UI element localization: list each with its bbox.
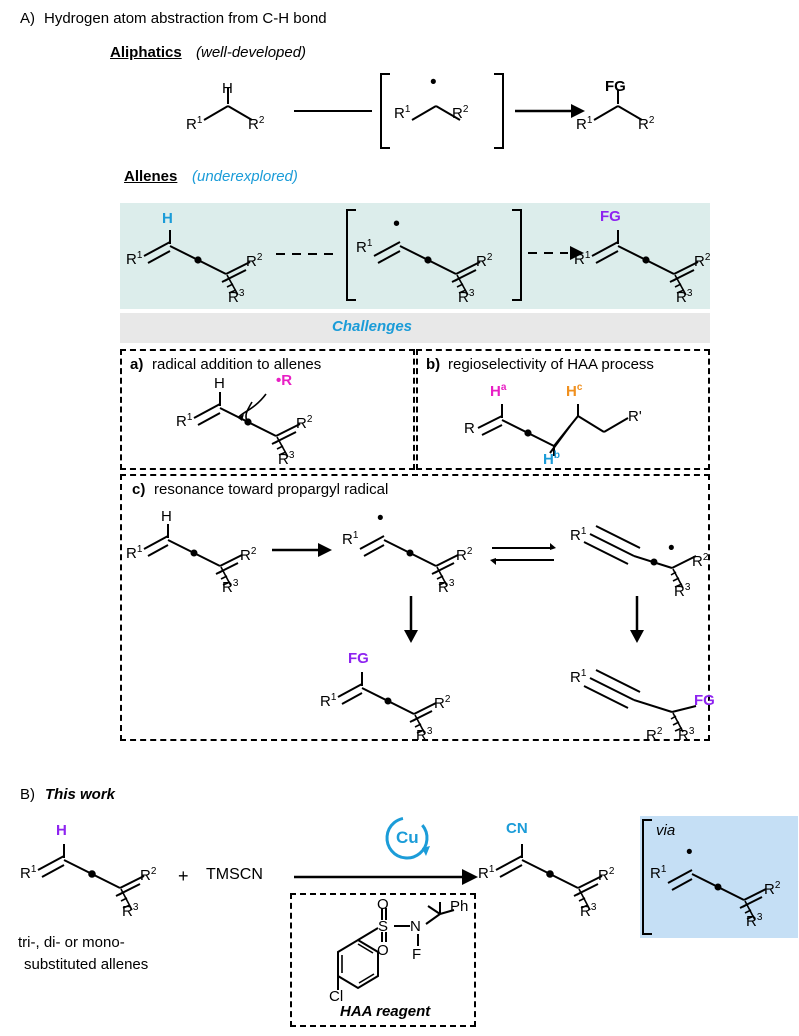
challenge-c-allenyl-product-fg: FG bbox=[348, 650, 369, 667]
allene-intermediate-radical-dot: • bbox=[393, 213, 401, 235]
via-r2: $R^2$ bbox=[764, 880, 781, 898]
challenge-c-propargyl-product-fg: FG bbox=[694, 692, 715, 709]
challenge-c-text: resonance toward propargyl radical bbox=[154, 481, 389, 498]
challenge-c-down-arrow-right bbox=[626, 596, 648, 644]
aliphatics-heading: Aliphatics bbox=[110, 44, 182, 61]
challenge-c-propargyl-r3: $R^3$ bbox=[674, 582, 691, 600]
this-work-substrate-caption-line2: substituted allenes bbox=[24, 956, 149, 973]
aliphatics-product-structure bbox=[580, 82, 670, 132]
challenge-c-start-r2: $R^2$ bbox=[240, 546, 257, 564]
challenge-b-hc: $H^c$ bbox=[566, 382, 583, 400]
via-r1: $R^1$ bbox=[650, 864, 667, 882]
challenge-c-allenyl-product-r2: $R^2$ bbox=[434, 694, 451, 712]
aliphatics-intermediate-r2: $R^2$ bbox=[452, 104, 469, 122]
section-a-title: Hydrogen atom abstraction from C-H bond bbox=[44, 10, 327, 27]
challenge-a-h: H bbox=[214, 375, 225, 392]
challenge-c-allenyl-product-r1: $R^1$ bbox=[320, 692, 337, 710]
aliphatics-product-r1: $R^1$ bbox=[576, 115, 593, 133]
challenge-c-propargyl-radical-structure bbox=[572, 512, 712, 598]
this-work-reagent: TMSCN bbox=[206, 866, 263, 883]
challenge-c-propargyl-product-r3: $R^3$ bbox=[678, 726, 695, 744]
allene-product-r2: $R^2$ bbox=[694, 252, 711, 270]
allene-product-r1: $R^1$ bbox=[574, 250, 591, 268]
this-work-product-r1: $R^1$ bbox=[478, 864, 495, 882]
this-work-substrate-r1: $R^1$ bbox=[20, 864, 37, 882]
section-b-label: B) bbox=[20, 786, 35, 803]
challenge-c-start-r3: $R^3$ bbox=[222, 578, 239, 596]
aliphatics-start-r2: $R^2$ bbox=[248, 115, 265, 133]
this-work-product-r2: $R^2$ bbox=[598, 866, 615, 884]
haa-reagent-s: S bbox=[378, 918, 389, 935]
allenes-qualifier: (underexplored) bbox=[192, 168, 298, 185]
allenes-heading: Allenes bbox=[124, 168, 178, 185]
challenge-c-tag: c) bbox=[132, 481, 146, 498]
challenge-c-equilibrium-arrows bbox=[488, 540, 558, 570]
aliphatics-product-fg: FG bbox=[605, 78, 626, 95]
aliphatics-intermediate-radical-dot: • bbox=[430, 72, 437, 93]
challenge-a-tag: a) bbox=[130, 356, 144, 373]
challenge-b-r: R bbox=[464, 420, 475, 437]
challenge-b-hb: $H^b$ bbox=[543, 450, 560, 468]
allene-start-r2: $R^2$ bbox=[246, 252, 263, 270]
challenge-c-allenyl-r1: $R^1$ bbox=[342, 530, 359, 548]
aliphatics-intermediate-r1: $R^1$ bbox=[394, 104, 411, 122]
challenge-a-r3: $R^3$ bbox=[278, 450, 295, 468]
aliphatics-start-r1: $R^1$ bbox=[186, 115, 203, 133]
section-a-label: A) bbox=[20, 10, 35, 27]
allene-intermediate-r2: $R^2$ bbox=[476, 252, 493, 270]
challenges-band bbox=[120, 313, 710, 343]
this-work-catalyst-label: Cu bbox=[396, 828, 419, 847]
challenges-title: Challenges bbox=[331, 318, 413, 335]
haa-reagent-ph: Ph bbox=[450, 898, 469, 915]
challenge-a-r1: $R^1$ bbox=[176, 412, 193, 430]
this-work-plus: + bbox=[178, 866, 189, 886]
aliphatics-bracket-left bbox=[378, 72, 392, 150]
haa-reagent-cl: Cl bbox=[329, 988, 344, 1005]
allene-product-fg: FG bbox=[600, 208, 621, 225]
this-work-product-cn: CN bbox=[506, 820, 528, 837]
challenge-b-tag: b) bbox=[426, 356, 441, 373]
challenge-c-start-r1: $R^1$ bbox=[126, 544, 143, 562]
challenge-a-text: radical addition to allenes bbox=[152, 356, 322, 373]
this-work-substrate-caption-line1: tri-, di- or mono- bbox=[18, 934, 125, 951]
aliphatics-start-structure bbox=[190, 82, 280, 132]
aliphatics-bracket-right bbox=[492, 72, 506, 150]
aliphatics-intermediate-structure bbox=[398, 82, 488, 132]
aliphatics-start-h: H bbox=[222, 80, 233, 97]
haa-reagent-o-bottom: O bbox=[377, 942, 389, 959]
this-work-substrate-r2: $R^2$ bbox=[140, 866, 157, 884]
haa-reagent-f: F bbox=[412, 946, 422, 963]
challenge-c-propargyl-r1: $R^1$ bbox=[570, 526, 587, 544]
allene-intermediate-r3: $R^3$ bbox=[458, 288, 475, 306]
allene-start-r3: $R^3$ bbox=[228, 288, 245, 306]
challenge-c-allenyl-product-r3: $R^3$ bbox=[416, 726, 433, 744]
allene-bracket-right bbox=[510, 208, 524, 302]
allene-start-h: H bbox=[162, 210, 173, 227]
allene-intermediate-r1: $R^1$ bbox=[356, 238, 373, 256]
this-work-substrate-h: H bbox=[56, 822, 67, 839]
allene-start-r1: $R^1$ bbox=[126, 250, 143, 268]
challenge-c-propargyl-product-r1: $R^1$ bbox=[570, 668, 587, 686]
haa-reagent-n: N bbox=[410, 918, 421, 935]
challenge-c-start-h: H bbox=[161, 508, 172, 525]
challenge-b-rprime: R' bbox=[628, 408, 642, 425]
challenge-c-allenyl-r3: $R^3$ bbox=[438, 578, 455, 596]
challenge-c-down-arrow-left bbox=[400, 596, 422, 644]
via-r3: $R^3$ bbox=[746, 912, 763, 930]
challenge-c-propargyl-product-r2: $R^2$ bbox=[646, 726, 663, 744]
aliphatics-product-r2: $R^2$ bbox=[638, 115, 655, 133]
via-radical-dot: • bbox=[686, 842, 693, 863]
haa-reagent-label: HAA reagent bbox=[340, 1003, 431, 1020]
challenge-c-propargyl-r2: $R^2$ bbox=[692, 552, 709, 570]
this-work-reaction-arrow bbox=[294, 866, 480, 888]
aliphatics-line-1 bbox=[294, 110, 372, 112]
aliphatics-qualifier: (well-developed) bbox=[196, 44, 307, 61]
challenge-a-r2: $R^2$ bbox=[296, 414, 313, 432]
challenge-b-text: regioselectivity of HAA process bbox=[448, 356, 654, 373]
challenge-c-propargyl-radical-dot: • bbox=[668, 538, 675, 559]
allene-dashed-arrow-1 bbox=[276, 248, 338, 260]
this-work-product-r3: $R^3$ bbox=[580, 902, 597, 920]
challenge-c-allenyl-radical-dot: • bbox=[377, 508, 384, 529]
challenge-c-allenyl-r2: $R^2$ bbox=[456, 546, 473, 564]
via-label: via bbox=[656, 822, 676, 839]
challenge-b-ha: $H^a$ bbox=[490, 382, 507, 400]
allene-product-r3: $R^3$ bbox=[676, 288, 693, 306]
this-work-substrate-r3: $R^3$ bbox=[122, 902, 139, 920]
haa-reagent-o-top: O bbox=[377, 896, 389, 913]
section-b-title: This work bbox=[45, 786, 116, 803]
challenge-a-radical-r: •R bbox=[276, 372, 293, 389]
challenge-c-arrow-1 bbox=[272, 540, 334, 560]
